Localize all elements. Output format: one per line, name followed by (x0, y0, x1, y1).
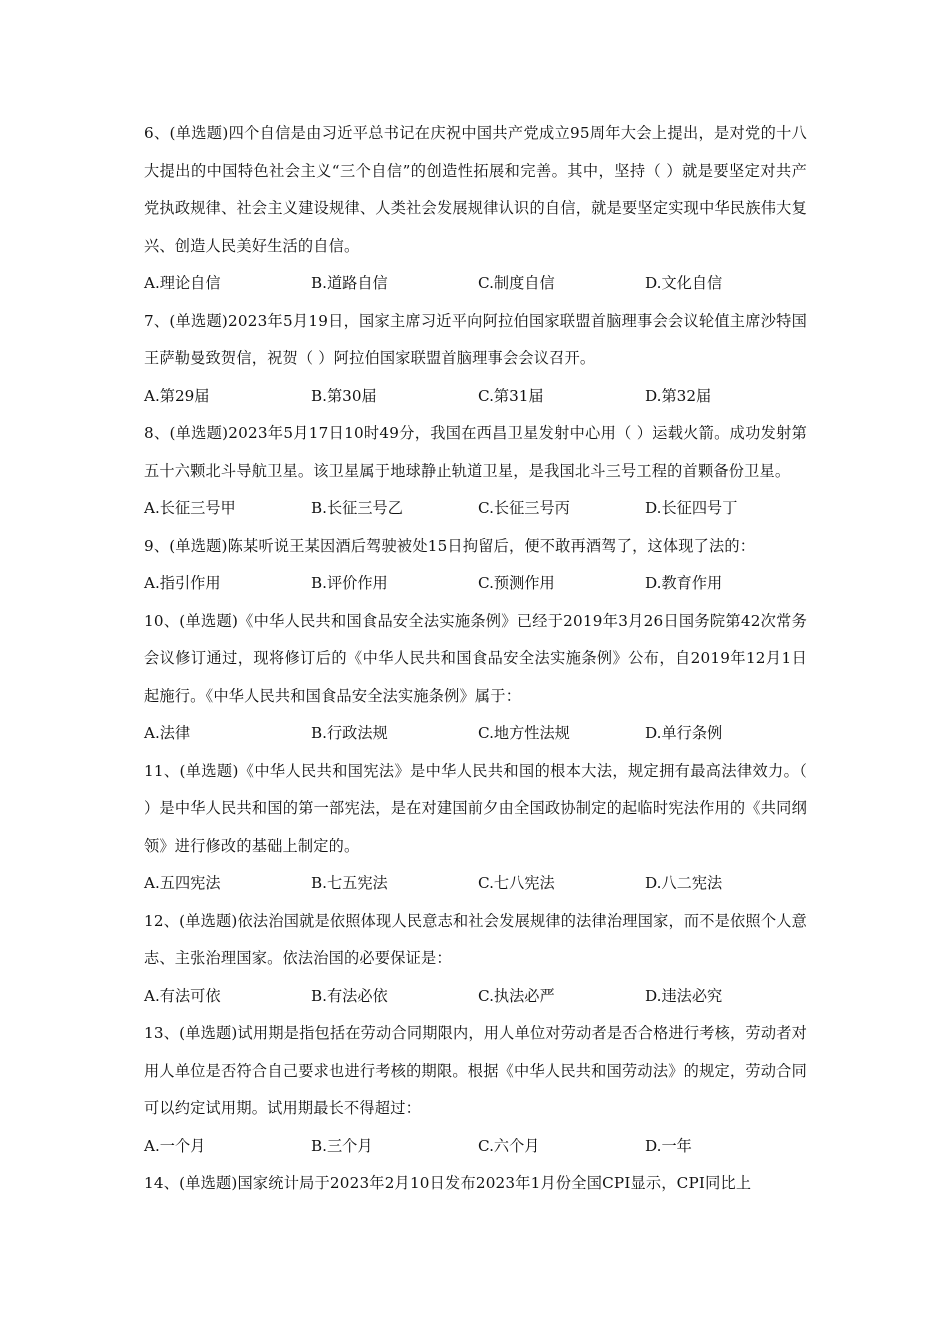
option-a: A.长征三号甲 (144, 499, 236, 517)
option-row (144, 978, 807, 1016)
question-text: 11、(单选题)《中华人民共和国宪法》是中华人民共和国的根本大法，规定拥有最高法律效力。（ ）是中华人民共和国的第一部宪法，是在对建国前夕由全国政协制定的起临时宪法作用的《共同纲领》进行修改的基础上制定的。 (144, 761, 807, 855)
option-d: D.单行条例 (645, 724, 723, 742)
option-d: D.教育作用 (645, 574, 723, 592)
option-c: C.七八宪法 (478, 874, 555, 892)
question-text: 13、(单选题)试用期是指包括在劳动合同期限内，用人单位对劳动者是否合格进行考核，劳动者对用人单位是否符合自己要求也进行考核的期限。根据《中华人民共和国劳动法》的规定，劳动合同可以约定试用期。试用期最长不得超过： (144, 1024, 807, 1117)
question-text: 6、(单选题)四个自信是由习近平总书记在庆祝中国共产党成立95周年大会上提出，是对党的十八大提出的中国特色社会主义“三个自信”的创造性拓展和完善。其中，坚持（ ）就是要坚定对共产党执政规律、社会主义建设规律、人类社会发展规律认识的自信，就是要坚定实现中华民族伟大复兴、创造人民美好生活的自信。 (144, 124, 807, 255)
option-row (144, 565, 807, 603)
option-c: C.第31届 (478, 386, 544, 405)
question-10 (144, 603, 807, 753)
option-b: B.有法必依 (311, 986, 388, 1005)
question-13 (144, 1015, 807, 1165)
option-a: A.一个月 (144, 1136, 206, 1155)
option-a: A.五四宪法 (144, 874, 221, 892)
option-row (144, 1128, 807, 1166)
question-text: 7、(单选题)2023年5月19日，国家主席习近平向阿拉伯国家联盟首脑理事会会议轮值主席沙特国王萨勒曼致贺信，祝贺（ ）阿拉伯国家联盟首脑理事会会议召开。 (144, 311, 807, 367)
question-list (144, 115, 807, 1203)
question-text: 14、(单选题)国家统计局于2023年2月10日发布2023年1月份全国CPI显示，CPI同比上 (144, 1174, 752, 1192)
question-11 (144, 753, 807, 903)
option-c: C.地方性法规 (478, 724, 570, 742)
option-row (144, 865, 807, 903)
option-a: A.第29届 (144, 386, 210, 405)
question-14 (144, 1165, 807, 1203)
question-text: 9、(单选题)陈某听说王某因酒后驾驶被处15日拘留后，便不敢再酒驾了，这体现了法的： (144, 536, 756, 555)
option-b: B.长征三号乙 (311, 499, 403, 517)
option-c: C.六个月 (478, 1136, 540, 1155)
question-6 (144, 115, 807, 303)
option-c: C.预测作用 (478, 574, 555, 592)
option-d: D.违法必究 (645, 986, 723, 1005)
option-b: B.第30届 (311, 386, 377, 405)
question-8 (144, 415, 807, 528)
option-d: D.第32届 (645, 386, 712, 405)
option-b: B.道路自信 (311, 274, 388, 292)
option-c: C.执法必严 (478, 986, 555, 1005)
option-row (144, 378, 807, 416)
question-7 (144, 303, 807, 416)
option-row (144, 715, 807, 753)
question-text: 10、(单选题)《中华人民共和国食品安全法实施条例》已经于2019年3月26日国务院第42次常务会议修订通过，现将修订后的《中华人民共和国食品安全法实施条例》公布，自2019年12月1日起施行。《中华人民共和国食品安全法实施条例》属于： (144, 611, 807, 705)
option-b: B.评价作用 (311, 574, 388, 592)
question-text: 12、(单选题)依法治国就是依照体现人民意志和社会发展规律的法律治理国家，而不是依照个人意志、主张治理国家。依法治国的必要保证是： (144, 911, 807, 967)
option-b: B.七五宪法 (311, 874, 388, 892)
option-a: A.理论自信 (144, 274, 221, 292)
option-a: A.有法可依 (144, 986, 221, 1005)
question-text: 8、(单选题)2023年5月17日10时49分，我国在西昌卫星发射中心用（ ）运载火箭。成功发射第五十六颗北斗导航卫星。该卫星属于地球静止轨道卫星，是我国北斗三号工程的首颗备份卫星。 (144, 424, 807, 480)
option-d: D.长征四号丁 (645, 499, 738, 517)
option-row (144, 265, 807, 303)
option-c: C.长征三号丙 (478, 499, 570, 517)
option-b: B.三个月 (311, 1136, 373, 1155)
option-a: A.指引作用 (144, 574, 221, 592)
option-c: C.制度自信 (478, 274, 555, 292)
option-d: D.一年 (645, 1136, 692, 1155)
option-d: D.文化自信 (645, 274, 723, 292)
option-row (144, 490, 807, 528)
option-a: A.法律 (144, 724, 191, 742)
question-12 (144, 903, 807, 1016)
question-9 (144, 528, 807, 603)
option-b: B.行政法规 (311, 724, 388, 742)
option-d: D.八二宪法 (645, 874, 723, 892)
